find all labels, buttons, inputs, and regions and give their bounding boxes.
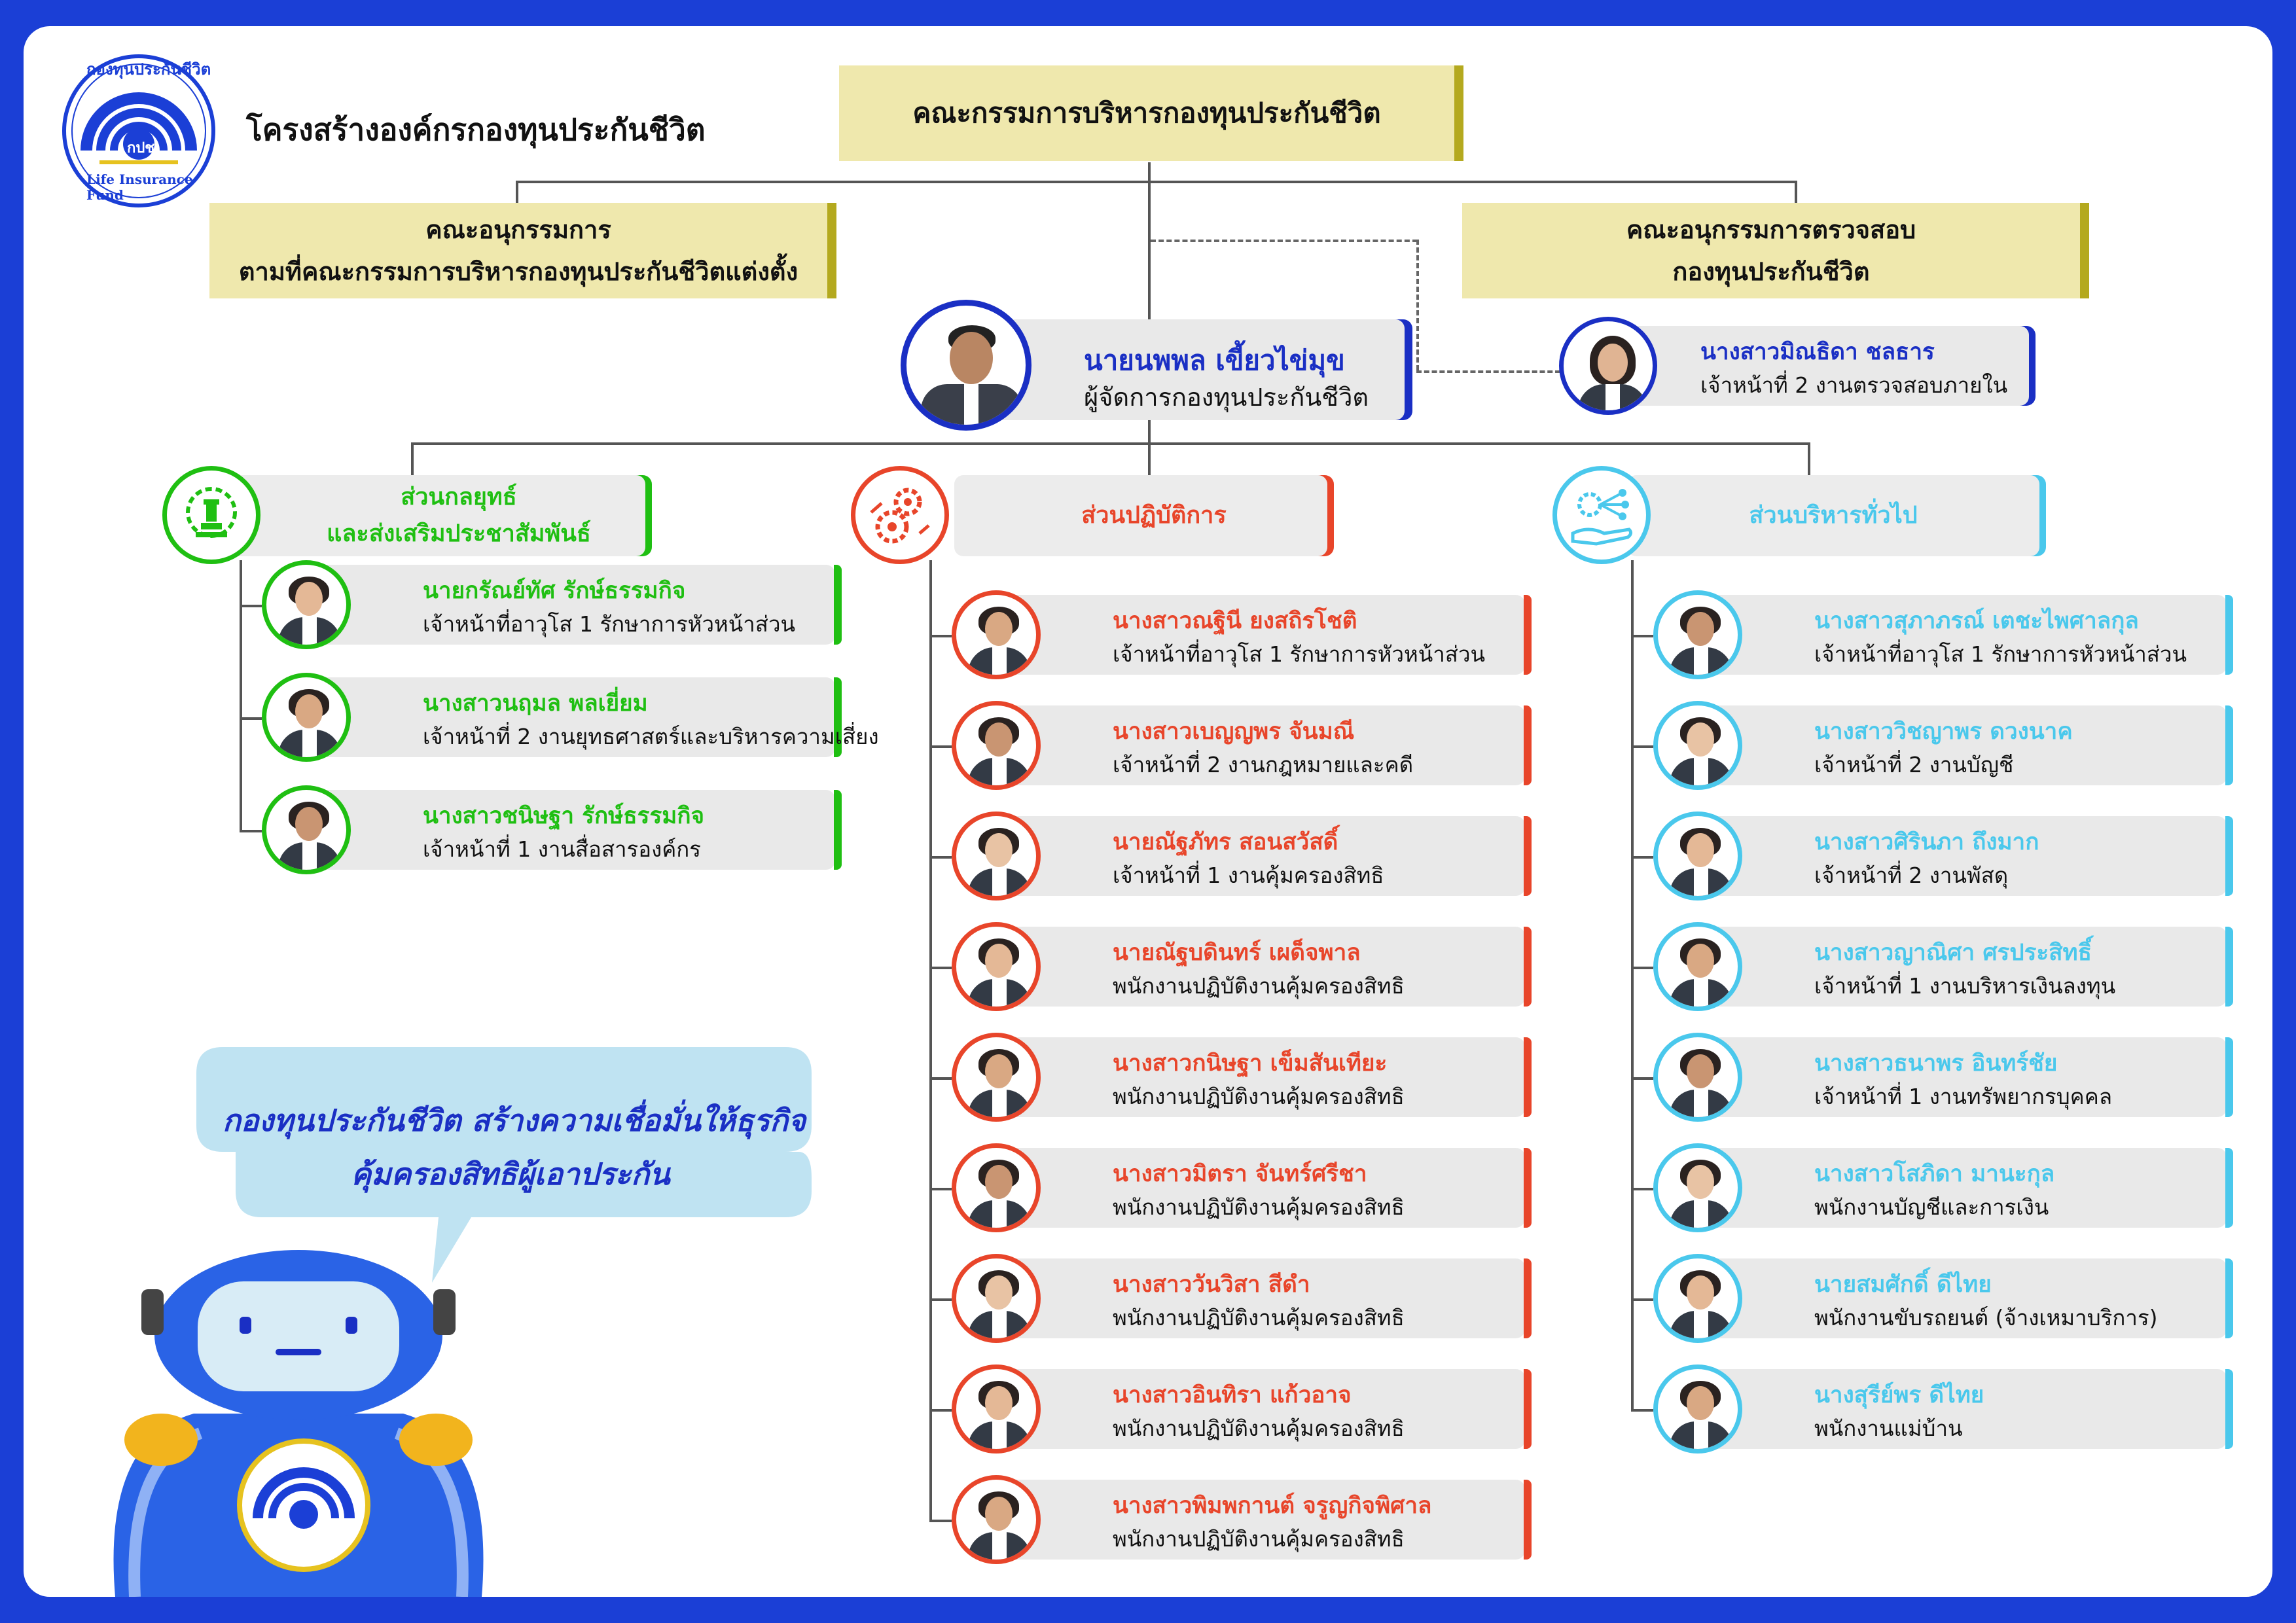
staff-photo-face	[1687, 1165, 1714, 1199]
staff-photo	[952, 590, 1041, 679]
staff-photo-face	[1687, 833, 1714, 867]
staff-connector	[929, 1077, 952, 1080]
connector-audit-dashed-horizontal	[1151, 240, 1418, 242]
staff-photo-shirt	[992, 1311, 1007, 1343]
staff-connector	[929, 745, 952, 748]
manager-photo	[901, 300, 1031, 431]
staff-name: นางสาวญาณิศา ศรประสิทธิ์	[1814, 940, 2092, 966]
subcommittee-right-line2: กองทุนประกันชีวิต	[1672, 257, 1870, 286]
staff-photo-face	[985, 833, 1013, 867]
staff-card-accent	[1524, 927, 1532, 1007]
auditor-photo	[1559, 317, 1657, 415]
staff-card-accent	[834, 790, 842, 870]
staff-position: พนักงานปฏิบัติงานคุ้มครองสิทธิ	[1113, 1084, 1405, 1109]
staff-connector	[240, 830, 262, 832]
staff-card-accent	[1524, 1037, 1532, 1117]
staff-card-accent	[2225, 1037, 2233, 1117]
staff-photo-face	[1687, 944, 1714, 978]
operations-gears-icon	[851, 466, 949, 564]
staff-photo	[952, 812, 1041, 901]
staff-photo-face	[1687, 1275, 1714, 1310]
staff-name: นางสาวณฐินี ยงสถิรโชติ	[1113, 608, 1357, 634]
staff-position: พนักงานขับรถยนต์ (จ้างเหมาบริการ)	[1814, 1305, 2158, 1330]
staff-photo	[952, 1254, 1041, 1343]
staff-position: เจ้าหน้าที่ 1 งานสื่อสารองค์กร	[423, 836, 701, 862]
staff-card	[1001, 595, 1525, 675]
staff-photo-shirt	[1694, 1421, 1708, 1454]
staff-card-accent	[2225, 705, 2233, 785]
staff-card	[1001, 927, 1525, 1007]
manager-card	[986, 319, 1405, 420]
staff-photo	[1653, 1143, 1742, 1232]
staff-card-accent	[1524, 1480, 1532, 1560]
staff-card-accent	[2225, 816, 2233, 896]
staff-card	[1001, 1369, 1525, 1449]
staff-photo-shirt	[302, 730, 317, 762]
staff-card-accent	[1524, 1258, 1532, 1338]
staff-name: นางสาวสุภาภรณ์ เตชะไพศาลกุล	[1814, 608, 2139, 634]
staff-card-accent	[1524, 816, 1532, 896]
manager-name: นายนพพล เขี้ยวไข่มุข	[1084, 344, 1345, 376]
staff-photo-shirt	[302, 842, 317, 874]
staff-connector	[1631, 856, 1653, 859]
staff-position: เจ้าหน้าที่ 1 งานบริหารเงินลงทุน	[1814, 973, 2116, 999]
subcommittee-left-line1: คณะอนุกรรมการ	[425, 215, 611, 244]
staff-photo	[1653, 1033, 1742, 1122]
staff-name: นางสาวพิมพกานต์ จรูญกิจพิศาล	[1113, 1493, 1432, 1519]
slogan-bubble	[183, 1034, 825, 1230]
section-strategy-trunk-line	[240, 560, 242, 831]
connector-sections-horizontal	[411, 442, 1810, 445]
staff-card	[1001, 705, 1525, 785]
subcommittee-left-line2: ตามที่คณะกรรมการบริหารกองทุนประกันชีวิตแต่งตั้ง	[238, 257, 798, 286]
staff-name: นางสาวเบญญพร จันมณี	[1113, 719, 1355, 745]
staff-photo	[1653, 812, 1742, 901]
logo-abbr: กปช.	[127, 140, 160, 156]
staff-card-accent	[1524, 595, 1532, 675]
staff-photo-shirt	[1694, 1200, 1708, 1232]
staff-photo-shirt	[992, 1090, 1007, 1122]
staff-name: นางสาวกนิษฐา เข็มสันเทียะ	[1113, 1050, 1388, 1077]
staff-photo	[1653, 701, 1742, 790]
connector-audit-dashed-vertical	[1416, 240, 1419, 370]
staff-name: นางสาววันวิสา สีดำ	[1113, 1272, 1310, 1298]
staff-card	[1703, 1148, 2227, 1228]
staff-card	[1703, 705, 2227, 785]
staff-photo-face	[985, 1497, 1013, 1531]
staff-photo-shirt	[302, 617, 317, 649]
staff-card-accent	[834, 565, 842, 645]
staff-photo-face	[985, 722, 1013, 757]
staff-connector	[929, 635, 952, 637]
staff-photo	[262, 785, 351, 874]
life-insurance-fund-logo	[60, 52, 217, 209]
staff-card	[312, 677, 879, 757]
section-operations-title: ส่วนปฏิบัติการ	[1081, 502, 1227, 529]
slogan-line1: กองทุนประกันชีวิต สร้างความเชื่อมั่นให้ธุรกิจ	[223, 1103, 806, 1138]
staff-connector	[1631, 967, 1653, 969]
section-admin-header	[1627, 475, 2039, 556]
staff-photo-face	[985, 944, 1013, 978]
staff-photo-shirt	[992, 868, 1007, 901]
staff-photo-shirt	[1694, 647, 1708, 679]
staff-connector	[1631, 635, 1653, 637]
section-operations-header	[954, 475, 1327, 556]
staff-photo	[1653, 922, 1742, 1011]
staff-photo	[952, 701, 1041, 790]
staff-photo-face	[985, 1054, 1013, 1088]
staff-connector	[1631, 745, 1653, 748]
staff-card	[1001, 816, 1525, 896]
staff-position: พนักงานแม่บ้าน	[1814, 1416, 1963, 1441]
staff-name: นางสาวนฤมล พลเยี่ยม	[423, 690, 648, 717]
staff-photo	[952, 1143, 1041, 1232]
section-strategy-title-line1: ส่วนกลยุทธ์	[401, 484, 517, 510]
connector-auditor-dashed	[1416, 370, 1560, 373]
staff-connector	[240, 717, 262, 720]
manager-position: ผู้จัดการกองทุนประกันชีวิต	[1084, 383, 1369, 412]
staff-photo-face	[1687, 612, 1714, 646]
staff-photo-shirt	[992, 1200, 1007, 1232]
staff-connector	[929, 856, 952, 859]
subcommittee-right-box	[1462, 203, 2080, 298]
staff-photo-face	[295, 694, 323, 728]
staff-name: นางสาวโสภิดา มานะกุล	[1814, 1161, 2055, 1187]
subcommittee-right-line1: คณะอนุกรรมการตรวจสอบ	[1626, 215, 1916, 244]
staff-position: พนักงานปฏิบัติงานคุ้มครองสิทธิ	[1113, 1194, 1405, 1220]
staff-card	[1703, 1369, 2227, 1449]
staff-card	[1001, 1148, 1525, 1228]
staff-name: นางสาวมิตรา จันทร์ศรีชา	[1113, 1161, 1367, 1187]
section-operations-trunk-line	[929, 560, 932, 1521]
section-admin-title: ส่วนบริหารทั่วไป	[1749, 502, 1918, 529]
staff-photo-shirt	[1694, 868, 1708, 901]
staff-position: เจ้าหน้าที่ 2 งานยุทธศาสตร์และบริหารความเสี่ยง	[423, 724, 879, 749]
staff-card	[1703, 1037, 2227, 1117]
connector-section-strategy	[411, 442, 414, 475]
staff-name: นายณัฐบดินทร์ เผด็จพาล	[1113, 940, 1361, 966]
logo-english-text: Life Insurance Fund	[86, 171, 193, 203]
staff-card	[312, 565, 835, 645]
board-box	[839, 65, 1454, 161]
staff-connector	[929, 967, 952, 969]
staff-name: นางสาวอินทิรา แก้วอาจ	[1113, 1382, 1352, 1408]
staff-name: นางสาวชนิษฐา รักษ์ธรรมกิจ	[423, 803, 705, 829]
staff-photo-shirt	[992, 758, 1007, 790]
staff-card-accent	[1524, 1148, 1532, 1228]
staff-name: นางสุรีย์พร ดีไทย	[1814, 1382, 1984, 1408]
staff-card	[1703, 927, 2227, 1007]
staff-connector	[1631, 1298, 1653, 1301]
staff-card	[1001, 1258, 1525, 1338]
staff-photo-face	[985, 1275, 1013, 1310]
connector-section-admin	[1808, 442, 1810, 475]
section-strategy-header	[220, 475, 645, 556]
board-title: คณะกรรมการบริหารกองทุนประกันชีวิต	[912, 97, 1381, 129]
staff-photo	[952, 922, 1041, 1011]
staff-photo-shirt	[1694, 1090, 1708, 1122]
auditor-position: เจ้าหน้าที่ 2 งานตรวจสอบภายใน	[1700, 372, 2008, 398]
staff-photo	[1653, 1254, 1742, 1343]
staff-photo	[1653, 590, 1742, 679]
staff-name: นายณัฐภัทร สอนสวัสดิ์	[1113, 829, 1338, 855]
staff-position: เจ้าหน้าที่ 2 งานกฎหมายและคดี	[1113, 752, 1414, 777]
staff-card	[1001, 1480, 1525, 1560]
staff-position: เจ้าหน้าที่อาวุโส 1 รักษาการหัวหน้าส่วน	[423, 611, 796, 637]
staff-name: นายสมศักดิ์ ดีไทย	[1814, 1272, 1992, 1298]
staff-photo-face	[985, 1165, 1013, 1199]
staff-name: นางสาวธนาพร อินทร์ชัย	[1814, 1050, 2058, 1077]
staff-connector	[929, 1520, 952, 1522]
staff-photo-face	[295, 582, 323, 616]
staff-photo-shirt	[992, 979, 1007, 1011]
staff-connector	[929, 1298, 952, 1301]
staff-card-accent	[2225, 927, 2233, 1007]
robot-mascot	[63, 1243, 534, 1597]
staff-name: นางสาวศิรินภา ถึงมาก	[1814, 829, 2039, 855]
staff-card	[1703, 595, 2227, 675]
staff-photo-face	[1687, 1386, 1714, 1420]
strategy-chess-gear-icon	[162, 466, 260, 564]
staff-photo-face	[985, 612, 1013, 646]
staff-connector	[1631, 1188, 1653, 1190]
staff-photo-face	[985, 1386, 1013, 1420]
staff-position: พนักงานปฏิบัติงานคุ้มครองสิทธิ	[1113, 1305, 1405, 1330]
staff-photo-shirt	[1694, 758, 1708, 790]
staff-card-accent	[2225, 595, 2233, 675]
staff-position: พนักงานปฏิบัติงานคุ้มครองสิทธิ	[1113, 1526, 1405, 1552]
staff-card-accent	[1524, 1369, 1532, 1449]
auditor-name: นางสาวมิณธิดา ชลธาร	[1700, 339, 1935, 365]
staff-position: พนักงานบัญชีและการเงิน	[1814, 1194, 2049, 1220]
auditor-card	[1617, 326, 2029, 406]
staff-connector	[1631, 1077, 1653, 1080]
staff-card	[1703, 816, 2227, 896]
staff-card-accent	[2225, 1258, 2233, 1338]
staff-connector	[929, 1188, 952, 1190]
staff-connector	[240, 605, 262, 607]
staff-photo-face	[1687, 1054, 1714, 1088]
staff-position: พนักงานปฏิบัติงานคุ้มครองสิทธิ	[1113, 1416, 1405, 1441]
org-chart-sheet	[24, 26, 2272, 1597]
staff-position: เจ้าหน้าที่อาวุโส 1 รักษาการหัวหน้าส่วน	[1814, 641, 2187, 667]
connector-subcommittee-right	[1795, 181, 1797, 203]
staff-photo	[952, 1033, 1041, 1122]
staff-position: เจ้าหน้าที่ 1 งานทรัพยากรบุคคล	[1814, 1084, 2113, 1109]
staff-photo-shirt	[992, 1532, 1007, 1564]
slogan-line2: คุ้มครองสิทธิผู้เอาประกัน	[351, 1156, 670, 1192]
staff-name: นางสาววิชญาพร ดวงนาค	[1814, 719, 2073, 745]
staff-position: เจ้าหน้าที่ 1 งานคุ้มครองสิทธิ	[1113, 863, 1384, 888]
staff-name: นายกรัณย์ทัศ รักษ์ธรรมกิจ	[423, 578, 686, 604]
staff-connector	[1631, 1409, 1653, 1412]
staff-card	[1703, 1258, 2227, 1338]
staff-card	[312, 790, 835, 870]
staff-connector	[929, 1409, 952, 1412]
staff-photo-face	[295, 807, 323, 841]
staff-photo-shirt	[992, 1421, 1007, 1454]
staff-photo	[262, 673, 351, 762]
logo-thai-text: กองทุนประกันชีวิต	[86, 60, 211, 79]
staff-position: พนักงานปฏิบัติงานคุ้มครองสิทธิ	[1113, 973, 1405, 999]
staff-photo	[952, 1475, 1041, 1564]
staff-position: เจ้าหน้าที่ 2 งานพัสดุ	[1814, 863, 2009, 888]
admin-hand-network-icon	[1552, 466, 1651, 564]
page-title: โครงสร้างองค์กรกองทุนประกันชีวิต	[246, 112, 706, 147]
staff-card-accent	[1524, 705, 1532, 785]
staff-photo-face	[1687, 722, 1714, 757]
staff-photo	[1653, 1364, 1742, 1454]
connector-subcommittee-horizontal	[516, 181, 1797, 183]
staff-position: เจ้าหน้าที่อาวุโส 1 รักษาการหัวหน้าส่วน	[1113, 641, 1486, 667]
staff-photo-shirt	[992, 647, 1007, 679]
connector-section-operations	[1148, 442, 1151, 475]
staff-card	[1001, 1037, 1525, 1117]
connector-subcommittee-left	[516, 181, 518, 203]
staff-photo	[952, 1364, 1041, 1454]
staff-photo-shirt	[1694, 1311, 1708, 1343]
staff-card-accent	[2225, 1369, 2233, 1449]
section-admin-trunk-line	[1631, 560, 1634, 1410]
staff-photo	[262, 560, 351, 649]
subcommittee-left-box	[209, 203, 827, 298]
staff-position: เจ้าหน้าที่ 2 งานบัญชี	[1814, 752, 2014, 777]
section-strategy-title-line2: และส่งเสริมประชาสัมพันธ์	[327, 520, 591, 547]
staff-photo-shirt	[1694, 979, 1708, 1011]
staff-card-accent	[2225, 1148, 2233, 1228]
